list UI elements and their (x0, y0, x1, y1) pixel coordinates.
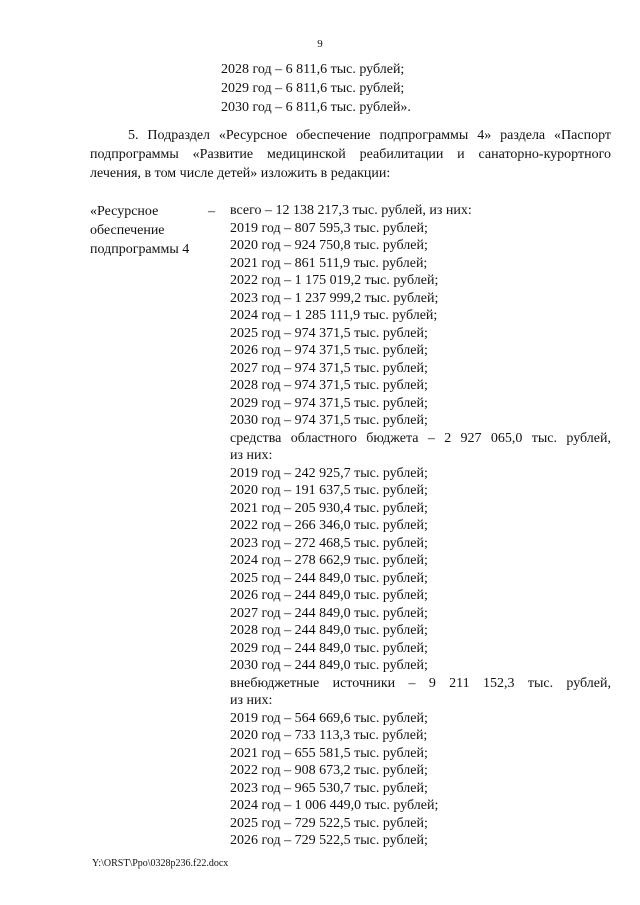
paragraph-line: подпрограммы «Развитие медицинской реабилитации и санаторно-курортного (90, 147, 611, 162)
year-line: 2022 год – 908 673,2 тыс. рублей; (230, 763, 428, 778)
label-line: обеспечение (90, 223, 165, 239)
year-line: 2022 год – 266 346,0 тыс. рублей; (230, 518, 428, 533)
year-line: 2024 год – 1 285 111,9 тыс. рублей; (230, 308, 438, 323)
year-line: 2023 год – 272 468,5 тыс. рублей; (230, 535, 428, 551)
label-line: «Ресурсное (90, 204, 159, 219)
year-line: 2023 год – 965 530,7 тыс. рублей; (230, 780, 428, 796)
year-line: 2023 год – 1 237 999,2 тыс. рублей; (230, 290, 439, 306)
year-line: 2028 год – 6 811,6 тыс. рублей; (221, 62, 405, 77)
year-line: 2025 год – 244 849,0 тыс. рублей; (230, 570, 428, 586)
extrabudget-line: внебюджетные источники – 9 211 152,3 тыс. рублей, (230, 675, 611, 691)
total-line: всего – 12 138 217,3 тыс. рублей, из них: (230, 203, 472, 218)
year-line: 2030 год – 244 849,0 тыс. рублей; (230, 658, 428, 673)
year-line: 2027 год – 974 371,5 тыс. рублей; (230, 360, 428, 376)
extrabudget-years-list (230, 710, 611, 850)
year-line: 2030 год – 974 371,5 тыс. рублей; (230, 413, 428, 428)
year-line: 2019 год – 564 669,6 тыс. рублей; (230, 710, 428, 726)
year-line: 2019 год – 807 595,3 тыс. рублей; (230, 220, 428, 236)
year-line: 2024 год – 278 662,9 тыс. рублей; (230, 553, 428, 568)
resource-label (90, 202, 189, 259)
year-line: 2021 год – 655 581,5 тыс. рублей; (230, 745, 428, 761)
year-line: 2020 год – 733 113,3 тыс. рублей; (230, 728, 428, 743)
year-line: 2029 год – 244 849,0 тыс. рублей; (230, 640, 428, 656)
year-line: 2030 год – 6 811,6 тыс. рублей». (221, 100, 411, 115)
paragraph-line: лечения, в том числе детей» изложить в редакции: (90, 166, 391, 181)
regional-budget-line-2: из них: (230, 448, 273, 463)
year-line: 2024 год – 1 006 449,0 тыс. рублей; (230, 798, 439, 813)
file-path-footer: Y:\ORST\Ppo\0328p236.f22.docx (92, 858, 229, 869)
resource-values (230, 202, 611, 850)
paragraph-line: 5. Подраздел «Ресурсное обеспечение подпрограммы 4» раздела «Паспорт (128, 128, 611, 143)
year-line: 2026 год – 974 371,5 тыс. рублей; (230, 343, 428, 358)
year-line: 2025 год – 729 522,5 тыс. рублей; (230, 815, 428, 831)
year-line: 2021 год – 205 930,4 тыс. рублей; (230, 500, 428, 516)
year-line: 2028 год – 244 849,0 тыс. рублей; (230, 623, 428, 638)
amendment-paragraph (90, 126, 611, 183)
year-line: 2029 год – 974 371,5 тыс. рублей; (230, 395, 428, 411)
page-number: 9 (317, 38, 323, 50)
year-line: 2021 год – 861 511,9 тыс. рублей; (230, 255, 428, 271)
year-line: 2029 год – 6 811,6 тыс. рублей; (221, 81, 405, 96)
year-line: 2026 год – 244 849,0 тыс. рублей; (230, 588, 428, 603)
regional-years-list (230, 465, 611, 675)
extrabudget-line-2: из них: (230, 693, 273, 708)
year-line: 2019 год – 242 925,7 тыс. рублей; (230, 465, 428, 481)
label-line: подпрограммы 4 (90, 242, 190, 258)
label-dash: – (208, 204, 215, 219)
year-line: 2020 год – 191 637,5 тыс. рублей; (230, 483, 428, 498)
regional-budget-line: средства областного бюджета – 2 927 065,0 тыс. рублей, (230, 430, 611, 446)
year-line: 2020 год – 924 750,8 тыс. рублей; (230, 238, 428, 253)
total-years-list (230, 220, 611, 430)
year-line: 2027 год – 244 849,0 тыс. рублей; (230, 605, 428, 621)
year-line: 2026 год – 729 522,5 тыс. рублей; (230, 833, 428, 848)
year-line: 2022 год – 1 175 019,2 тыс. рублей; (230, 273, 439, 288)
previous-section-tail (221, 60, 411, 117)
year-line: 2028 год – 974 371,5 тыс. рублей; (230, 378, 428, 393)
year-line: 2025 год – 974 371,5 тыс. рублей; (230, 325, 428, 341)
